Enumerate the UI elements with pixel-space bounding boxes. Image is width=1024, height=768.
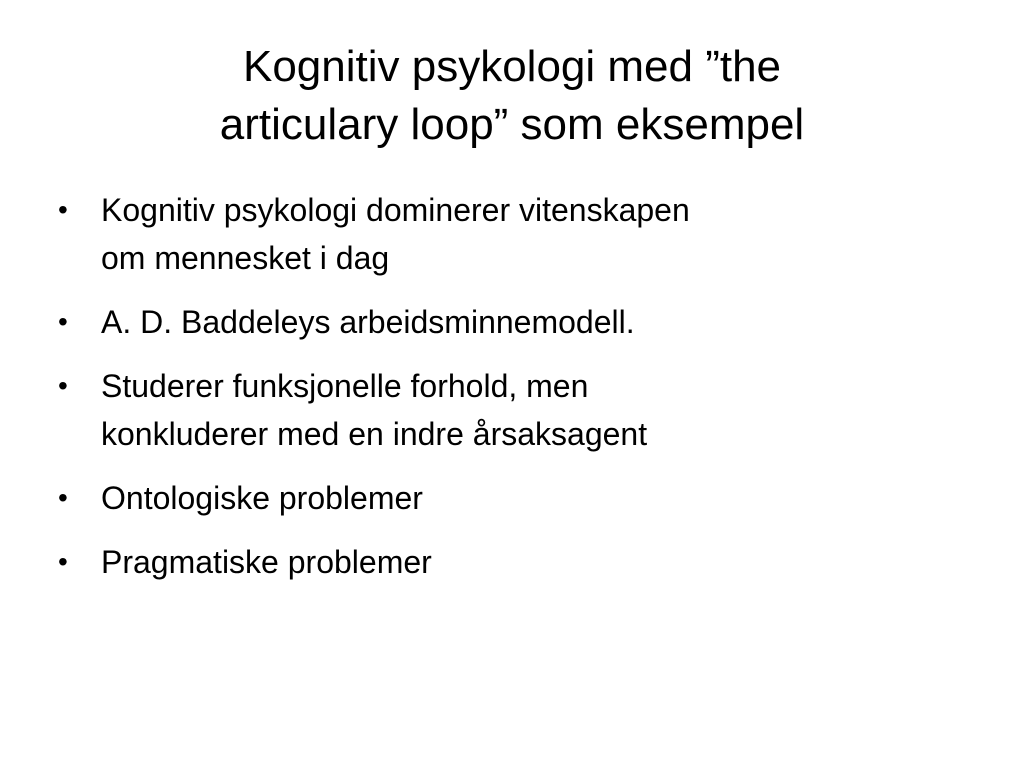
title-line-1: Kognitiv psykologi med ”the [242,42,782,91]
bullet-line: om mennesket i dag [101,240,390,276]
bullet-item-1 [56,186,976,282]
slide-title [60,38,964,154]
bullet-text [101,186,976,282]
title-line-2: articulary loop” som eksempel [219,100,805,149]
bullet-line: Studerer funksjonelle forhold, men [101,368,589,404]
bullet-line: Kognitiv psykologi dominerer vitenskapen [101,192,690,228]
bullet-item-2 [56,298,976,346]
bullet-line: konkluderer med en indre årsaksagent [101,416,648,452]
bullet-line: Pragmatiske problemer [101,544,432,580]
bullet-icon: • [58,482,68,513]
bullet-item-4 [56,474,976,522]
bullet-text [101,538,976,586]
bullet-icon: • [58,370,68,401]
bullet-icon: • [58,306,68,337]
bullet-text [101,362,976,458]
bullet-icon: • [58,546,68,577]
bullet-text [101,474,976,522]
bullet-text [101,298,976,346]
bullet-item-5 [56,538,976,586]
bullet-list [56,186,976,602]
bullet-line: Ontologiske problemer [101,480,423,516]
bullet-icon: • [58,194,68,225]
bullet-item-3 [56,362,976,458]
bullet-line: A. D. Baddeleys arbeidsminnemodell. [101,304,635,340]
